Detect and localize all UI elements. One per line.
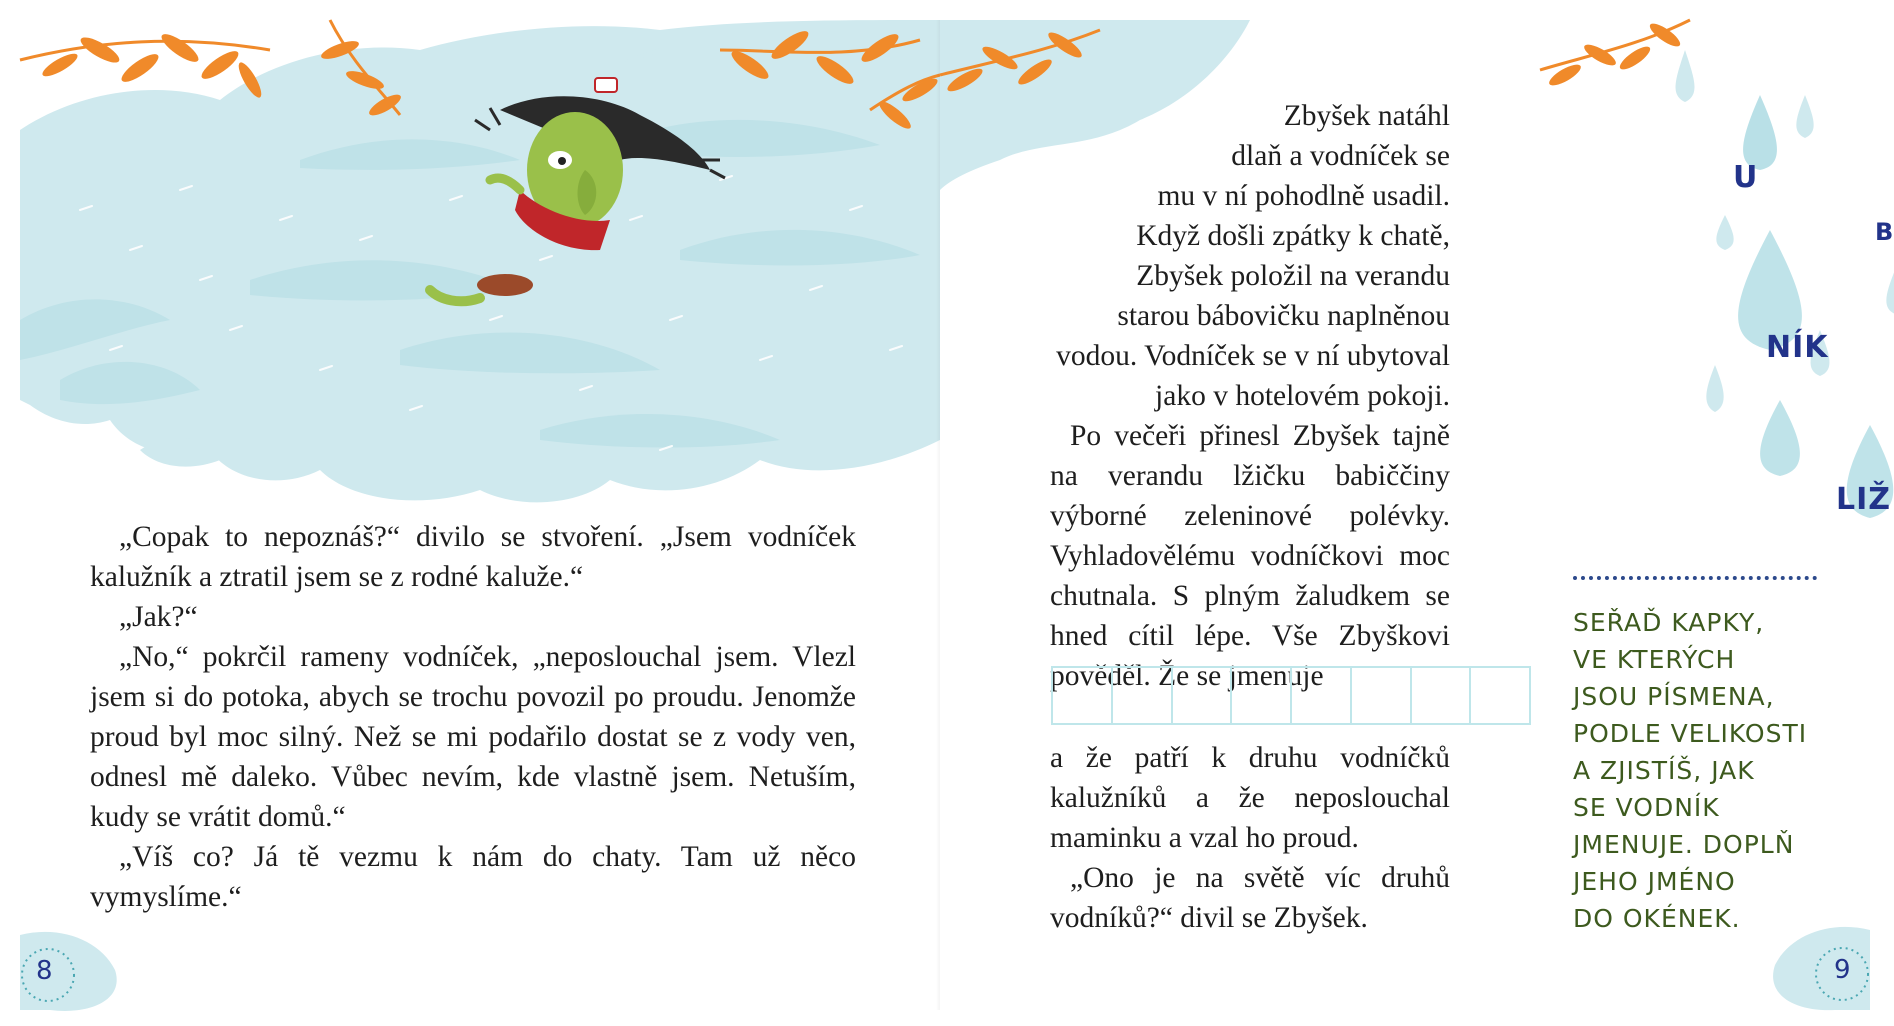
text-line: dlaň a vodníček se: [1231, 140, 1450, 172]
text-line: Zbyšek položil na verandu: [1136, 260, 1450, 292]
page-number-right: 9: [1834, 955, 1851, 985]
answer-boxes: [1051, 666, 1531, 725]
drop-letters-nik: NÍK: [1766, 330, 1829, 365]
instruction-line: DO OKÉNEK.: [1573, 904, 1741, 933]
drop-letters-liz: LIŽ: [1836, 482, 1892, 517]
right-page-bottom-text: [1050, 738, 1450, 938]
page-number-left: 8: [36, 956, 53, 986]
left-page: [20, 20, 940, 1010]
task-divider: [1573, 576, 1817, 580]
text-line: jako v hotelovém pokoji.: [1155, 380, 1450, 412]
right-page-middle-text: [1050, 416, 1450, 696]
book-spread: [20, 20, 1894, 1010]
answer-box[interactable]: [1352, 668, 1412, 723]
paragraph: „Ono je na světě víc druhů vodníků?“ divil se Zbyšek.: [1050, 862, 1450, 934]
answer-box[interactable]: [1113, 668, 1173, 723]
answer-box[interactable]: [1053, 668, 1113, 723]
instruction-line: JMENUJE. DOPLŇ: [1573, 830, 1795, 859]
paragraph: „No,“ pokrčil rameny vodníček, „neposlouchal jsem. Vlezl jsem si do potoka, abych se trochu povozil po proudu. Jenomže proud byl moc silný. Než se mi podařilo dostat se z vody ven, odnesl mě daleko. Vůbec nevím, kde vlastně jsem. Netuším, kudy se vrátit domů.“: [90, 641, 856, 833]
answer-box[interactable]: [1292, 668, 1352, 723]
instruction-line: JSOU PÍSMENA,: [1573, 682, 1775, 711]
text-line: mu v ní pohodlně usadil.: [1157, 180, 1450, 212]
instruction-line: SE VODNÍK: [1573, 793, 1720, 822]
answer-box[interactable]: [1471, 668, 1529, 723]
page-number-drop: [1750, 920, 1870, 1010]
paragraph: „Copak to nepoznáš?“ divilo se stvoření. „Jsem vodníček kalužník a ztratil jsem se z rodné kaluže.“: [90, 521, 856, 593]
water-wave: [20, 20, 940, 502]
instruction-line: PODLE VELIKOSTI: [1573, 719, 1808, 748]
left-page-text: [90, 517, 856, 917]
answer-box[interactable]: [1412, 668, 1472, 723]
right-page: [940, 20, 1894, 1010]
drop-letter-b: B: [1875, 218, 1894, 246]
answer-box[interactable]: [1232, 668, 1292, 723]
instruction-line: A ZJISTÍŠ, JAK: [1573, 756, 1755, 785]
text-line: starou bábovičku naplněnou: [1117, 300, 1450, 332]
instruction-line: SEŘAĎ KAPKY,: [1573, 608, 1765, 637]
water-illustration: [20, 20, 940, 520]
instruction-line: VE KTERÝCH: [1573, 645, 1736, 674]
paragraph: „Víš co? Já tě vezmu k nám do chaty. Tam už něco vymyslíme.“: [90, 841, 856, 913]
paragraph: a že patří k druhu vodníčků kalužníků a že neposlouchal maminku a vzal ho proud.: [1050, 742, 1450, 854]
right-page-top-text: [1040, 96, 1450, 416]
answer-box[interactable]: [1173, 668, 1233, 723]
text-line: Když došli zpátky k chatě,: [1136, 220, 1450, 252]
puzzle-instruction: [1573, 604, 1843, 937]
instruction-line: JEHO JMÉNO: [1573, 867, 1736, 896]
text-line: Zbyšek natáhl: [1283, 100, 1450, 132]
paragraph: „Jak?“: [119, 601, 198, 633]
drop-letter-u: U: [1733, 160, 1759, 195]
paragraph: Po večeři přinesl Zbyšek tajně na verandu lžičku babiččiny výborné zeleninové polévky. Vyhladovělému vodníčkovi moc chutnala. S plným žaludkem se hned cítil lépe. Vše Zbyškovi pověděl. Že se jmenuje: [1050, 420, 1450, 692]
text-line: vodou. Vodníček se v ní ubytoval: [1056, 340, 1450, 372]
raindrops: [1676, 50, 1894, 518]
